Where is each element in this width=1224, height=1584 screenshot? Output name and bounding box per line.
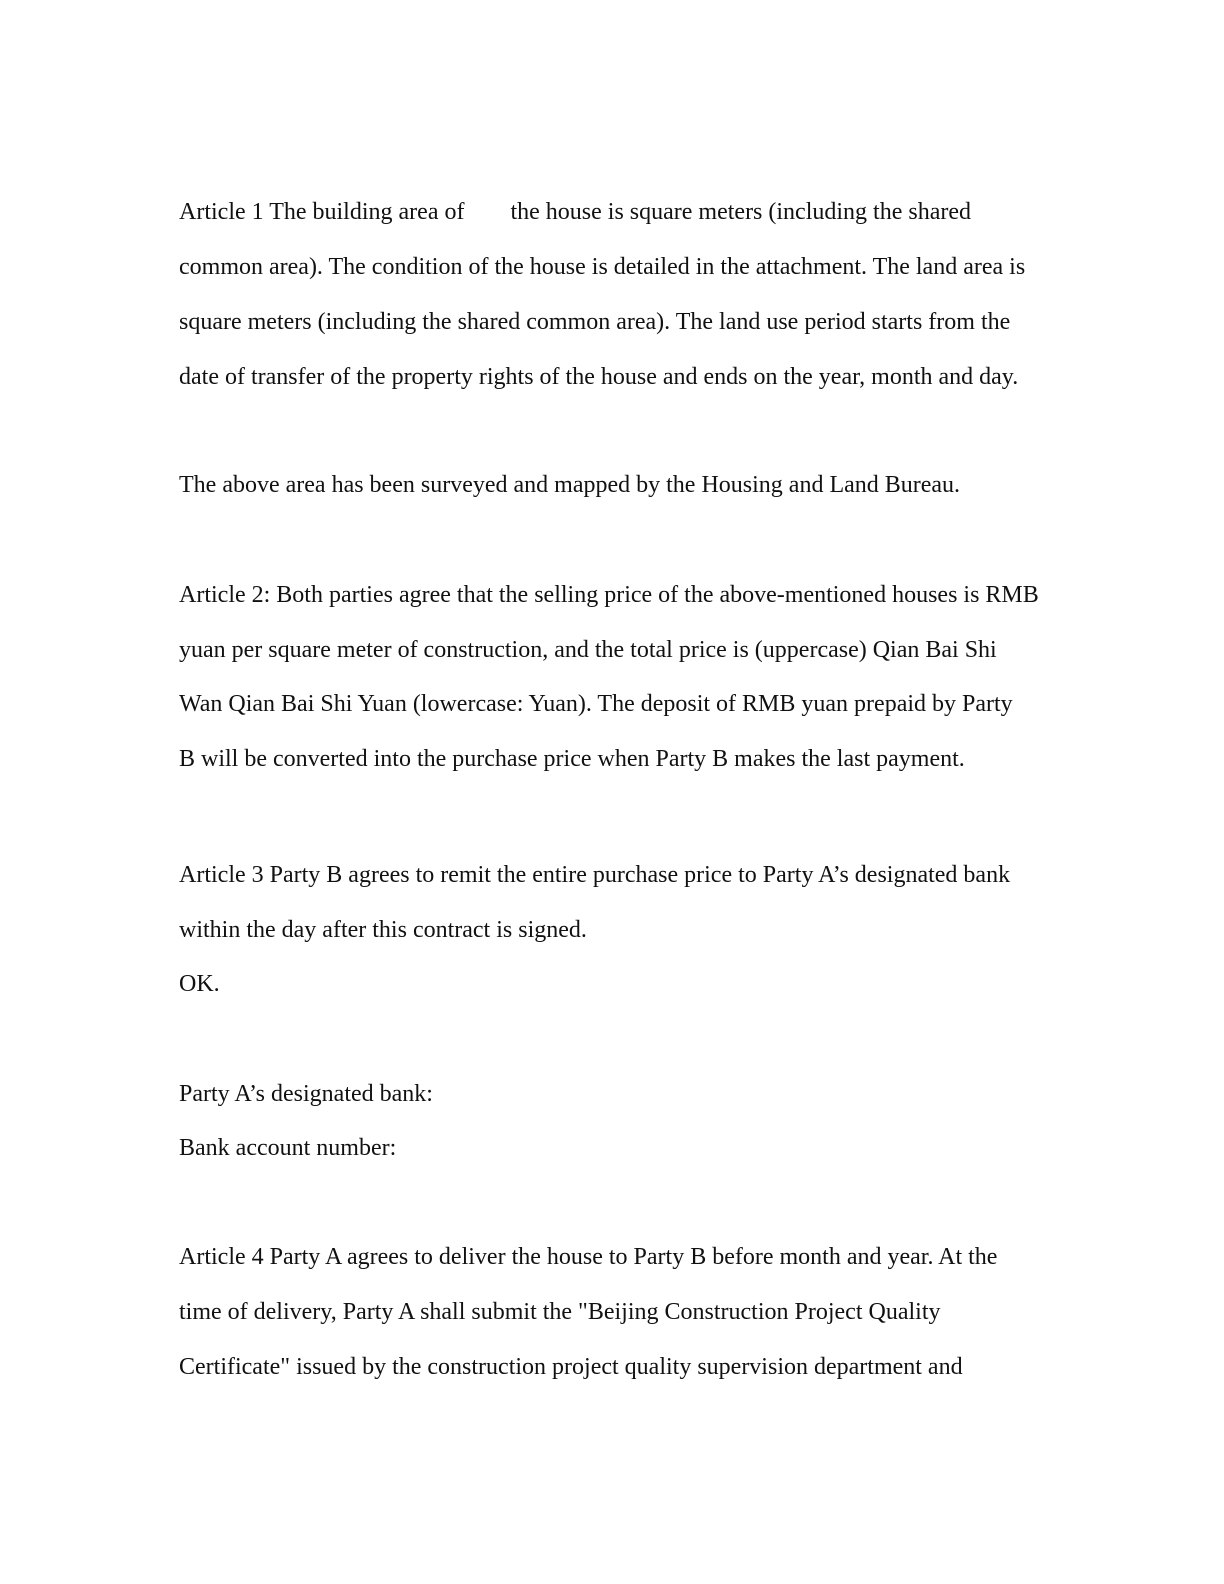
article-2-line-4: B will be converted into the purchase price when Party B makes the last payment.	[179, 746, 965, 772]
article-2-line-3: Wan Qian Bai Shi Yuan (lowercase: Yuan). The deposit of RMB yuan prepaid by Party	[179, 691, 1013, 717]
article-4-line-2: time of delivery, Party A shall submit the "Beijing Construction Project Quality	[179, 1299, 941, 1325]
article-2-line-2: yuan per square meter of construction, and the total price is (uppercase) Qian Bai Shi	[179, 637, 997, 663]
article-1-line-1-part-a: Article 1 The building area of	[179, 199, 465, 225]
article-1-line-3: square meters (including the shared common area). The land use period starts from the	[179, 309, 1011, 335]
article-3-line-1: Article 3 Party B agrees to remit the entire purchase price to Party A’s designated bank	[179, 862, 1011, 888]
article-2-line-1: Article 2: Both parties agree that the selling price of the above-mentioned houses is RMB	[179, 582, 1039, 608]
article-3-line-2: within the day after this contract is signed.	[179, 917, 587, 943]
article-4-line-3: Certificate" issued by the construction project quality supervision department and	[179, 1354, 963, 1380]
article-1-line-2: common area). The condition of the house is detailed in the attachment. The land area is	[179, 254, 1026, 280]
article-4-line-1: Article 4 Party A agrees to deliver the house to Party B before month and year. At the	[179, 1244, 998, 1270]
designated-bank-label: Party A’s designated bank:	[179, 1081, 433, 1107]
survey-note: The above area has been surveyed and mapped by the Housing and Land Bureau.	[179, 472, 961, 498]
article-1-line-4: date of transfer of the property rights of the house and ends on the year, month and day.	[179, 364, 1019, 390]
article-1-line-1-part-b: the house is square meters (including the shared	[510, 199, 972, 225]
bank-account-label: Bank account number:	[179, 1135, 397, 1161]
article-3-line-3: OK.	[179, 971, 220, 997]
article-1-line-1	[179, 197, 971, 227]
